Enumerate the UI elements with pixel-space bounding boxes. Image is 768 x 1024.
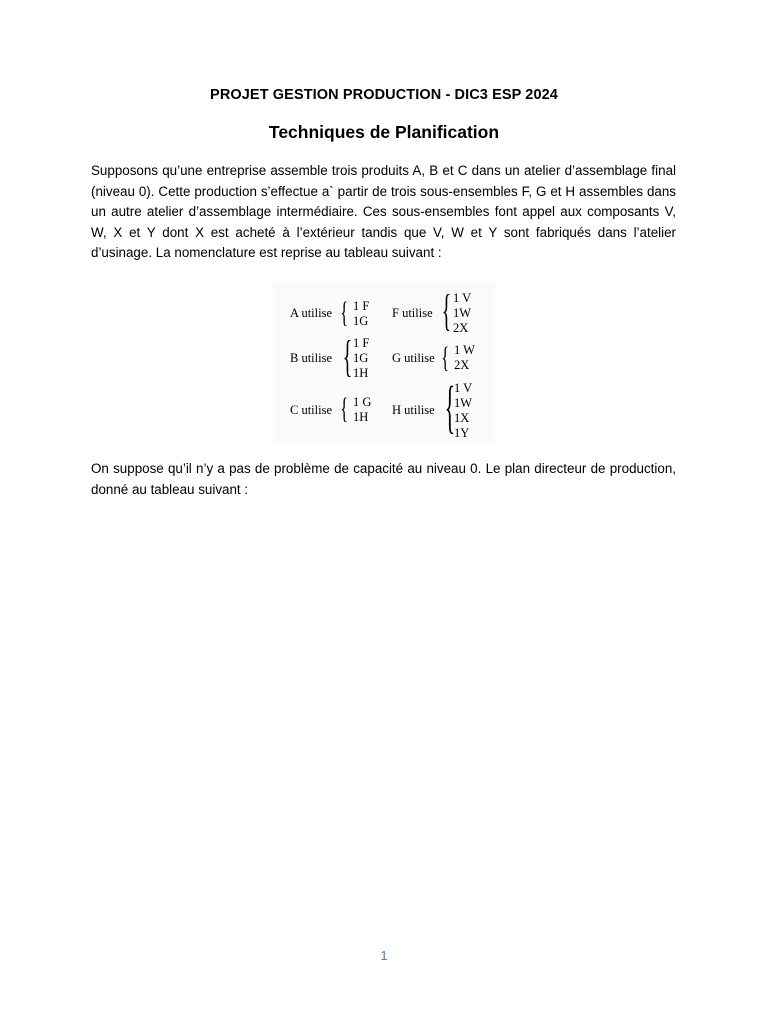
bill-of-materials-figure [273,282,495,444]
bom-item: 2X [453,321,469,335]
bom-item: 1Y [454,426,470,440]
bom-item: 1W [453,306,472,320]
bom-item: 1G [353,351,369,365]
bom-item: 1 G [353,395,372,409]
bom-item: 2X [454,358,470,372]
bom-item: 1W [454,396,473,410]
bom-label-c: C utilise [290,403,333,417]
bom-items-h [454,381,472,441]
bom-item: 1 F [353,299,370,313]
document-title: PROJET GESTION PRODUCTION - DIC3 ESP 2024 [210,87,558,103]
brace-icon: { [444,374,456,439]
bom-item: 1 V [453,291,472,305]
document-subtitle: Techniques de Planification [268,122,500,142]
intro-paragraph: Supposons qu’une entreprise assemble trois produits A, B et C dans un atelier d’assemblage final (niveau 0). Cette production s’effectue a` partir de trois sous-ensembles F, G et H assembles dans un autre atelier d’assemblage intermédiaire. Ces sous-ensembles font appel aux composants V, W, X et Y dont X est acheté à l’extérieur tandis que V, W et Y sont fabriqués dans l’atelier d’usinage. La nomenclature est reprise au tableau suivant : [91,163,676,260]
bom-item: 1 V [454,381,473,395]
brace-icon: { [340,296,349,329]
bom-item: 1G [353,314,369,328]
bom-items-a [353,299,369,329]
page-number: 1 [380,948,388,963]
bom-label-h: H utilise [392,403,435,417]
production-plan-paragraph: On suppose qu’il n’y a pas de problème de capacité au niveau 0. Le plan directeur de production, donné au tableau suivant : [91,461,676,497]
bom-item: 1H [353,366,369,380]
bom-items-f [453,291,471,336]
brace-icon: { [342,332,353,381]
bom-item: 1X [454,411,470,425]
bom-item: 1 F [353,336,370,350]
bom-items-g [454,343,475,373]
bom-items-b [353,336,369,381]
brace-icon: { [441,286,452,335]
bom-label-g: G utilise [392,351,435,365]
brace-icon: { [340,392,349,425]
bom-items-c [353,395,371,425]
brace-icon: { [441,341,450,374]
bom-label-b: B utilise [290,351,333,365]
bom-item: 1 W [454,343,475,357]
bom-item: 1H [353,410,369,424]
bom-label-f: F utilise [392,306,433,320]
bom-label-a: A utilise [290,306,333,320]
